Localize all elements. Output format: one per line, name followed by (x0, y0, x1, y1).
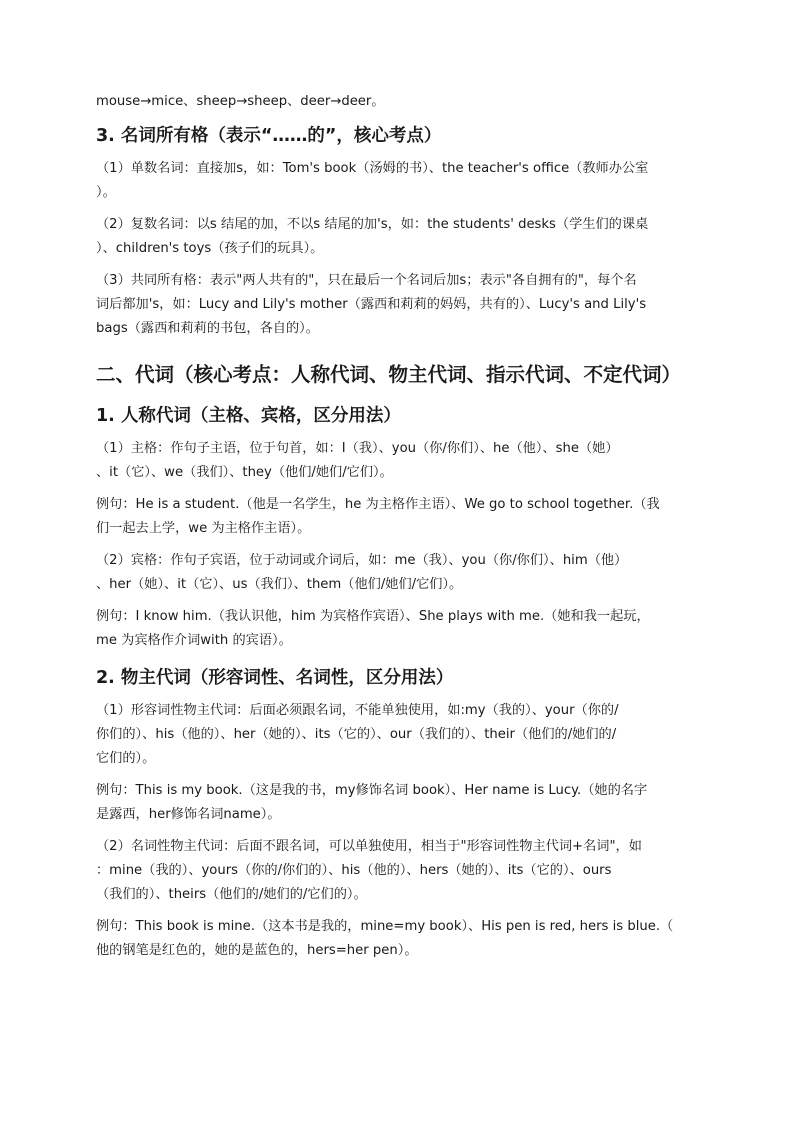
text-line: 你们的）、his（他的）、her（她的）、its（它的）、our（我们的）、their（他们的/她们的/ (96, 727, 617, 742)
paragraph-nominal-possessive (96, 835, 702, 907)
text-line: 、it（它）、we（我们）、they（他们/她们/它们）。 (96, 465, 393, 480)
text-line: 词后都加's，如：Lucy and Lily's mother（露西和莉莉的妈妈，共有的）、Lucy's and Lily's (96, 297, 647, 312)
text-line: ）。 (96, 185, 116, 200)
text-line: （2）宾格：作句子宾语，位于动词或介词后，如：me（我）、you（你/你们）、him（他） (96, 553, 628, 568)
text-line: 例句：This is my book.（这是我的书，my修饰名词 book）、Her name is Lucy.（她的名字 (96, 783, 648, 798)
text-line: 是露西，her修饰名词name）。 (96, 807, 281, 822)
paragraph-object-case (96, 549, 702, 597)
text-line: 例句：I know him.（我认识他，him 为宾格作宾语）、She plays with me.（她和我一起玩， (96, 609, 650, 624)
text-line: 他的钢笔是红色的，她的是蓝色的，hers=her pen）。 (96, 943, 418, 958)
text-line: 们一起去上学，we 为主格作主语）。 (96, 521, 311, 536)
heading-personal-pronouns: 1. 人称代词（主格、宾格，区分用法） (96, 406, 401, 426)
paragraph-nominal-example (96, 915, 702, 963)
text-line: （2）复数名词：以s 结尾的加，不以s 结尾的加's，如：the students' desks（学生们的课桌 (96, 217, 649, 232)
text-line: me 为宾格作介词with 的宾语）。 (96, 633, 292, 648)
text-line: 例句：This book is mine.（这本书是我的，mine=my book）、His pen is red, hers is blue.（ (96, 919, 674, 934)
text-line: ）、children's toys（孩子们的玩具）。 (96, 241, 324, 256)
text-line: （2）名词性物主代词：后面不跟名词，可以单独使用，相当于"形容词性物主代词+名词"，如 (96, 839, 642, 854)
heading-pronouns: 二、代词（核心考点：人称代词、物主代词、指示代词、不定代词） (96, 363, 682, 386)
text-line: 它们的）。 (96, 751, 156, 766)
heading-possessive-case: 3. 名词所有格（表示“……的”，核心考点） (96, 126, 442, 146)
text-line: bags（露西和莉莉的书包，各自的）。 (96, 321, 319, 336)
text-line: （1）主格：作句子主语，位于句首，如：I（我）、you（你/你们）、he（他）、she（她） (96, 441, 619, 456)
text-line: （我们的）、theirs（他们的/她们的/它们的）。 (96, 887, 367, 902)
paragraph-plural-irregular-end: mouse→mice、sheep→sheep、deer→deer。 (96, 94, 385, 109)
paragraph-possessive-joint (96, 269, 702, 341)
paragraph-possessive-plural (96, 213, 702, 261)
text-line: 例句：He is a student.（他是一名学生，he 为主格作主语）、We go to school together.（我 (96, 497, 660, 512)
paragraph-subject-case (96, 437, 702, 485)
paragraph-possessive-singular (96, 157, 702, 205)
paragraph-adjectival-possessive (96, 699, 702, 771)
paragraph-subject-example (96, 493, 702, 541)
text-line: 、her（她）、it（它）、us（我们）、them（他们/她们/它们）。 (96, 577, 463, 592)
heading-possessive-pronouns: 2. 物主代词（形容词性、名词性，区分用法） (96, 668, 454, 688)
text-line: （1）单数名词：直接加s，如：Tom's book（汤姆的书）、the teacher's office（教师办公室 (96, 161, 649, 176)
paragraph-object-example (96, 605, 702, 653)
paragraph-adjectival-example (96, 779, 702, 827)
text-line: ：mine（我的）、yours（你的/你们的）、his（他的）、hers（她的）、its（它的）、ours (96, 863, 612, 878)
text-line: （1）形容词性物主代词：后面必须跟名词，不能单独使用，如:my（我的）、your（你的/ (96, 703, 619, 718)
text-line: （3）共同所有格：表示"两人共有的"，只在最后一个名词后加s；表示"各自拥有的"，每个名 (96, 273, 637, 288)
document-page (96, 90, 702, 963)
